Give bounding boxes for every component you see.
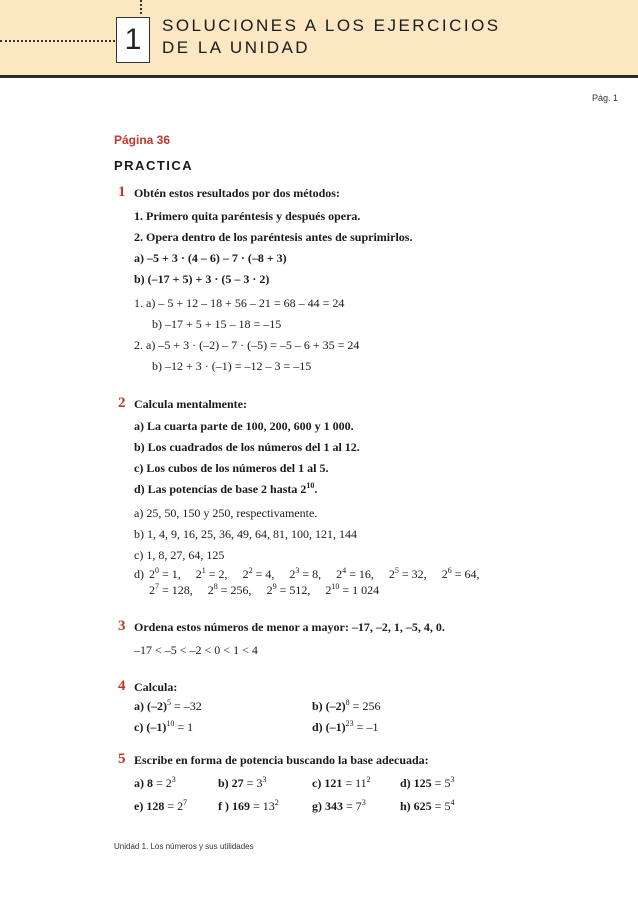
exercise-5-number: 5 <box>118 751 126 767</box>
header-title-line1: SOLUCIONES A LOS EJERCICIOS <box>162 16 501 35</box>
exercise-1-solution-1b: b) –17 + 5 + 15 – 18 = –15 <box>152 317 282 331</box>
power-term: $2^4 = 16$, <box>336 566 374 581</box>
power-term: $2^9 = 512$, <box>266 582 311 597</box>
exercise-5-item-e: e) $128 = 2^7$ <box>134 798 188 813</box>
exercise-1-solution-2a: 2. a) –5 + 3 · (–2) – 7 · (–5) = –5 – 6 + 35 = 24 <box>134 338 360 352</box>
exercise-2-number: 2 <box>118 395 126 411</box>
exercise-2-item-d-exp: 10 <box>306 481 315 490</box>
exercise-2-solution-c: c) 1, 8, 27, 64, 125 <box>134 548 225 562</box>
exercise-3-prompt: Ordena estos números de menor a mayor: –17, –2, 1, –5, 4, 0. <box>134 620 445 634</box>
power-term: $2^{10} = 1$ 024 <box>325 582 380 597</box>
exercise-3-solution: –17 < –5 < –2 < 0 < 1 < 4 <box>134 643 258 657</box>
exercise-1-item-a: a) –5 + 3 · (4 – 6) – 7 · (–8 + 3) <box>134 251 287 265</box>
exercise-1-prompt: Obtén estos resultados por dos métodos: <box>134 186 340 200</box>
power-term: $2^8 = 256$, <box>207 582 252 597</box>
header-rule <box>0 75 638 78</box>
exercise-5-item-h: h) $625 = 5^4$ <box>400 798 455 813</box>
exercise-2-item-d-text: d) Las potencias de base 2 hasta 2 <box>134 482 307 496</box>
footer-text: Unidad 1. Los números y sus utilidades <box>114 842 254 851</box>
page-label: Página 36 <box>114 133 171 147</box>
exercise-2-prompt: Calcula mentalmente: <box>134 397 247 411</box>
header-title <box>162 15 501 59</box>
exercise-2-solution-a: a) 25, 50, 150 y 250, respectivamente. <box>134 506 318 520</box>
exercise-4-item-b: b) $(-2)^8 = 256$ <box>312 698 381 713</box>
power-term: $2^5 = 32$, <box>388 566 427 581</box>
exercise-2-item-a: a) La cuarta parte de 100, 200, 600 y 1 000. <box>134 419 354 433</box>
header-dotted-rule-top <box>140 0 144 14</box>
power-term: $2^2 = 4$, <box>242 566 275 581</box>
exercise-1-method-2: 2. Opera dentro de los paréntesis antes de suprimirlos. <box>134 230 413 244</box>
section-title: PRACTICA <box>114 158 194 173</box>
exercise-5-item-g: g) $343 = 7^3$ <box>312 798 366 813</box>
exercise-5-item-a: a) $8 = 2^3$ <box>134 775 176 790</box>
power-term: $2^6 = 64$, <box>441 566 480 581</box>
exercise-2-solution-d-row2 <box>149 583 379 597</box>
exercise-5-item-f: f ) $169 = 13^2$ <box>218 798 279 813</box>
power-term: $2^7 = 128$, <box>149 582 193 597</box>
power-term: $2^3 = 8$, <box>289 566 322 581</box>
exercise-5-prompt: Escribe en forma de potencia buscando la base adecuada: <box>134 753 429 767</box>
exercise-4-item-c: c) $(-1)^{10} = 1$ <box>134 719 194 734</box>
header-band <box>0 0 638 75</box>
exercise-5-item-c: c) $121 = 11^2$ <box>312 775 371 790</box>
unit-number-box: 1 <box>116 17 150 63</box>
exercise-1-number: 1 <box>118 184 126 200</box>
exercise-1-solution-2b: b) –12 + 3 · (–1) = –12 – 3 = –15 <box>152 359 312 373</box>
exercise-2-item-d-end: . <box>314 482 318 496</box>
header-title-line2: DE LA UNIDAD <box>162 38 311 57</box>
exercise-4-item-d: d) $(-1)^{23} = -1$ <box>312 719 379 734</box>
exercise-4-prompt: Calcula: <box>134 680 178 694</box>
exercise-2-item-d <box>134 482 317 496</box>
exercise-2-item-c: c) Los cubos de los números del 1 al 5. <box>134 461 329 475</box>
exercise-1-method-1: 1. Primero quita paréntesis y después opera. <box>134 209 361 223</box>
exercise-5-item-d: d) $125 = 5^3$ <box>400 775 455 790</box>
exercise-2-solution-b: b) 1, 4, 9, 16, 25, 36, 49, 64, 81, 100, 121, 144 <box>134 527 357 541</box>
power-term: $2^1 = 2$, <box>195 566 228 581</box>
exercise-4-number: 4 <box>118 678 126 694</box>
exercise-2-item-b: b) Los cuadrados de los números del 1 al 12. <box>134 440 360 454</box>
exercise-2-solution-d-row1 <box>134 567 479 581</box>
exercise-2-solution-d-label: d) <box>134 567 144 581</box>
power-term: $2^0 = 1$, <box>149 566 181 581</box>
exercise-5-item-b: b) $27 = 3^3$ <box>218 775 267 790</box>
exercise-1-solution-1a: 1. a) – 5 + 12 – 18 + 56 – 21 = 68 – 44 = 24 <box>134 296 345 310</box>
exercise-4-item-a: a) $(-2)^5 = -32$ <box>134 698 202 713</box>
page-number: Pág. 1 <box>591 93 618 103</box>
exercise-3-number: 3 <box>118 618 126 634</box>
exercise-1-item-b: b) (–17 + 5) + 3 · (5 – 3 · 2) <box>134 272 270 286</box>
header-dotted-rule-left <box>0 40 115 42</box>
